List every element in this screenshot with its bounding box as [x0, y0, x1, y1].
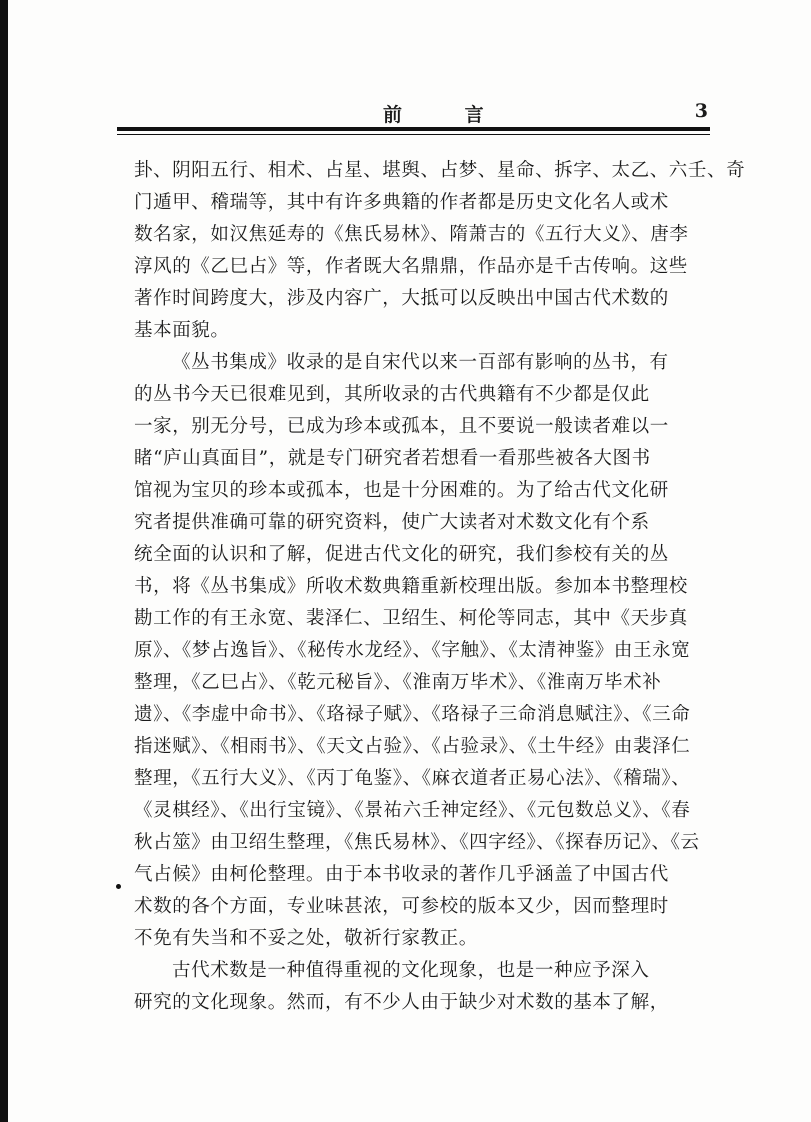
text-line: 基本面貌。	[134, 320, 230, 341]
text-line: 究者提供准确可靠的研究资料，使广大读者对术数文化有个系	[134, 512, 650, 533]
text-line: 数名家，如汉焦延寿的《焦氏易林》、隋萧吉的《五行大义》、唐李	[134, 224, 689, 245]
text-line: 淳风的《乙巳占》等，作者既大名鼎鼎，作品亦是千古传响。这些	[134, 256, 688, 277]
page-number: 3	[694, 100, 708, 122]
text-line: 《丛书集成》收录的是自宋代以来一百部有影响的丛书，有	[172, 352, 669, 373]
text-line: 古代术数是一种值得重视的文化现象，也是一种应予深入	[172, 960, 650, 981]
text-line: 不免有失当和不妥之处，敬祈行家教正。	[134, 928, 478, 949]
text-line: 著作时间跨度大，涉及内容广，大抵可以反映出中国古代术数的	[134, 288, 669, 309]
page-header	[117, 100, 710, 126]
text-line: 睹“庐山真面目”，就是专门研究者若想看一看那些被各大图书	[134, 448, 651, 469]
text-line: 的丛书今天已很难见到，其所收录的古代典籍有不少都是仅此	[134, 384, 650, 405]
text-line: 馆视为宝贝的珍本或孤本，也是十分困难的。为了给古代文化研	[134, 480, 669, 501]
text-line: 勘工作的有王永宽、裴泽仁、卫绍生、柯伦等同志，其中《天步真	[134, 608, 688, 629]
text-line: 整理，《五行大义》、《丙丁龟鉴》、《麻衣道者正易心法》、《稽瑞》、	[134, 768, 691, 789]
text-line: 气占候》由柯伦整理。由于本书收录的著作几乎涵盖了中国古代	[134, 864, 669, 885]
header-rule-thick	[117, 127, 710, 131]
text-line: 术数的各个方面，专业味甚浓，可参校的版本又少，因而整理时	[134, 896, 669, 917]
text-line: 书，将《丛书集成》所收术数典籍重新校理出版。参加本书整理校	[134, 576, 688, 597]
text-line: 指迷赋》、《相雨书》、《天文占验》、《占验录》、《土牛经》由裴泽仁	[134, 736, 691, 757]
scan-edge	[0, 0, 8, 1122]
text-line: 卦、阴阳五行、相术、占星、堪舆、占梦、星命、拆字、太乙、六壬、奇	[134, 160, 746, 181]
text-line: 统全面的认识和了解，促进古代文化的研究，我们参校有关的丛	[134, 544, 669, 565]
body-text	[134, 155, 746, 1019]
text-line: 遗》、《李虚中命书》、《珞禄子赋》、《珞禄子三命消息赋注》、《三命	[134, 704, 691, 725]
text-line: 原》、《梦占逸旨》、《秘传水龙经》、《字触》、《太清神鉴》由王永宽	[134, 640, 691, 661]
text-line: 秋占筮》由卫绍生整理，《焦氏易林》、《四字经》、《探春历记》、《云	[134, 832, 700, 853]
text-line: 一家，别无分号，已成为珍本或孤本，且不要说一般读者难以一	[134, 416, 669, 437]
text-line: 整理，《乙巳占》、《乾元秘旨》、《淮南万毕术》、《淮南万毕术补	[134, 672, 662, 693]
text-line: 门遁甲、稽瑞等，其中有许多典籍的作者都是历史文化名人或术	[134, 192, 669, 213]
text-line: 研究的文化现象。然而，有不少人由于缺少对术数的基本了解，	[134, 992, 669, 1013]
margin-mark	[116, 884, 121, 889]
header-rule-thin	[117, 134, 710, 135]
page-title: 前 言	[383, 104, 512, 126]
text-line: 《灵棋经》、《出行宝镜》、《景祐六壬神定经》、《元包数总义》、《春	[134, 800, 691, 821]
